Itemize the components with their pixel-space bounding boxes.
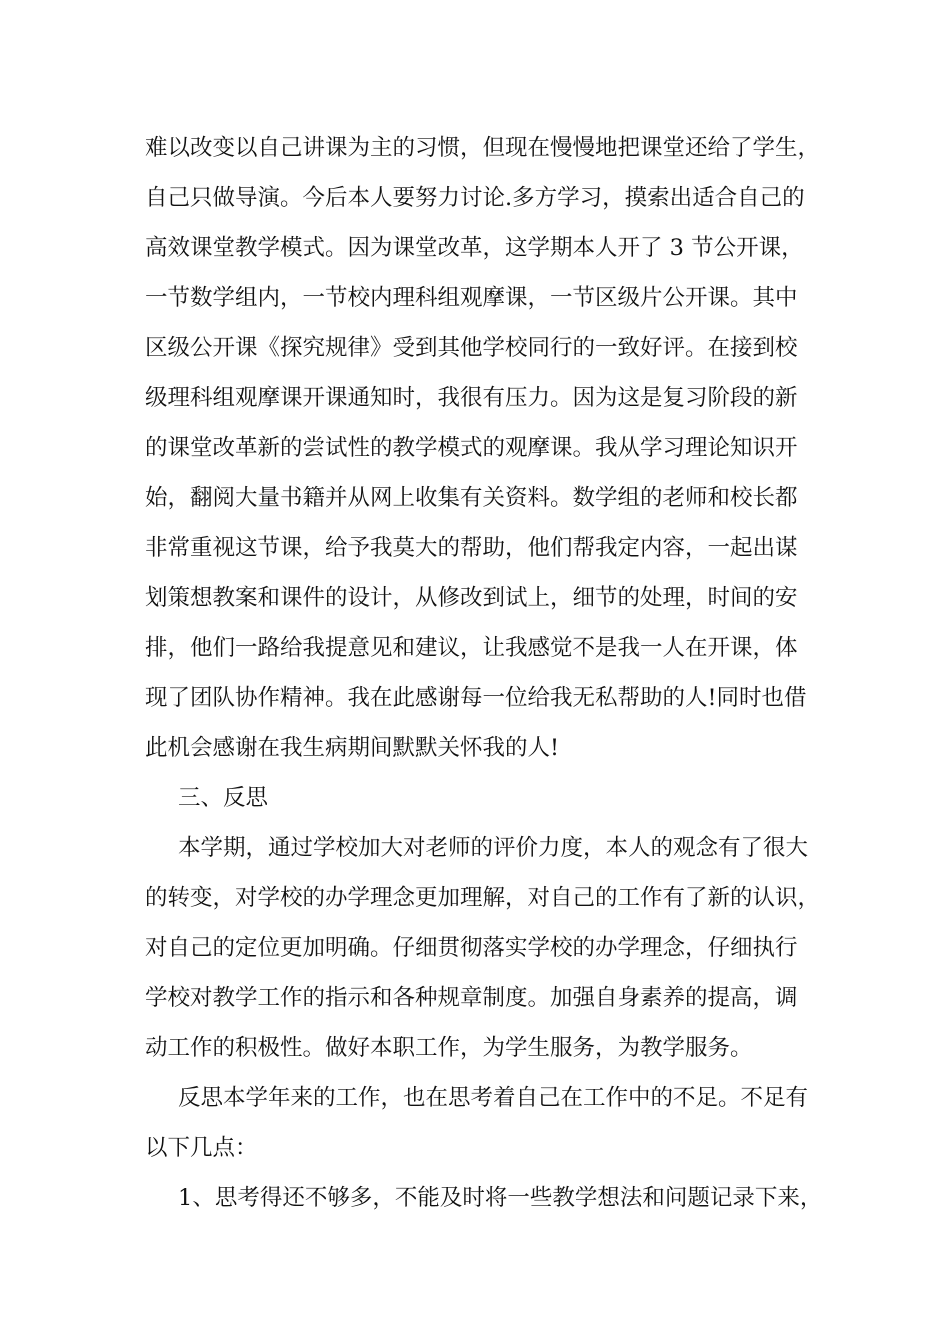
paragraph-line: 划策想教案和课件的设计，从修改到试上，细节的处理，时间的安 xyxy=(145,585,798,611)
paragraph-line: 反思本学年来的工作，也在思考着自己在工作中的不足。不足有 xyxy=(178,1085,809,1111)
paragraph-line: 本学期，通过学校加大对老师的评价力度，本人的观念有了很大 xyxy=(178,835,809,861)
paragraph-line: 级理科组观摩课开课通知时，我很有压力。因为这是复习阶段的新 xyxy=(145,385,798,411)
paragraph-line: 非常重视这节课，给予我莫大的帮助，他们帮我定内容，一起出谋 xyxy=(145,535,798,561)
paragraph-line: 高效课堂教学模式。因为课堂改革，这学期本人开了 3 节公开课， xyxy=(145,235,804,261)
list-item: 1、思考得还不够多，不能及时将一些教学想法和问题记录下来， xyxy=(178,1185,823,1211)
paragraph-line: 此机会感谢在我生病期间默默关怀我的人! xyxy=(145,735,560,761)
paragraph-line: 的转变，对学校的办学理念更加理解，对自己的工作有了新的认识， xyxy=(145,885,821,911)
paragraph-line: 排，他们一路给我提意见和建议，让我感觉不是我一人在开课，体 xyxy=(145,635,798,661)
paragraph-line: 始，翻阅大量书籍并从网上收集有关资料。数学组的老师和校长都 xyxy=(145,485,798,511)
section-heading: 三、反思 xyxy=(178,785,269,811)
paragraph-line: 以下几点： xyxy=(145,1135,258,1161)
paragraph-line: 难以改变以自己讲课为主的习惯，但现在慢慢地把课堂还给了学生， xyxy=(145,135,821,161)
paragraph-line: 对自己的定位更加明确。仔细贯彻落实学校的办学理念，仔细执行 xyxy=(145,935,798,961)
paragraph-line: 区级公开课《探究规律》受到其他学校同行的一致好评。在接到校 xyxy=(145,335,798,361)
paragraph-line: 学校对教学工作的指示和各种规章制度。加强自身素养的提高，调 xyxy=(145,985,798,1011)
paragraph-line: 一节数学组内，一节校内理科组观摩课，一节区级片公开课。其中 xyxy=(145,285,798,311)
paragraph-line: 自己只做导演。今后本人要努力讨论.多方学习，摸索出适合自己的 xyxy=(145,185,805,211)
paragraph-line: 动工作的积极性。做好本职工作，为学生服务，为教学服务。 xyxy=(145,1035,753,1061)
paragraph-line: 的课堂改革新的尝试性的教学模式的观摩课。我从学习理论知识开 xyxy=(145,435,798,461)
paragraph-line: 现了团队协作精神。我在此感谢每一位给我无私帮助的人!同时也借 xyxy=(145,685,807,711)
